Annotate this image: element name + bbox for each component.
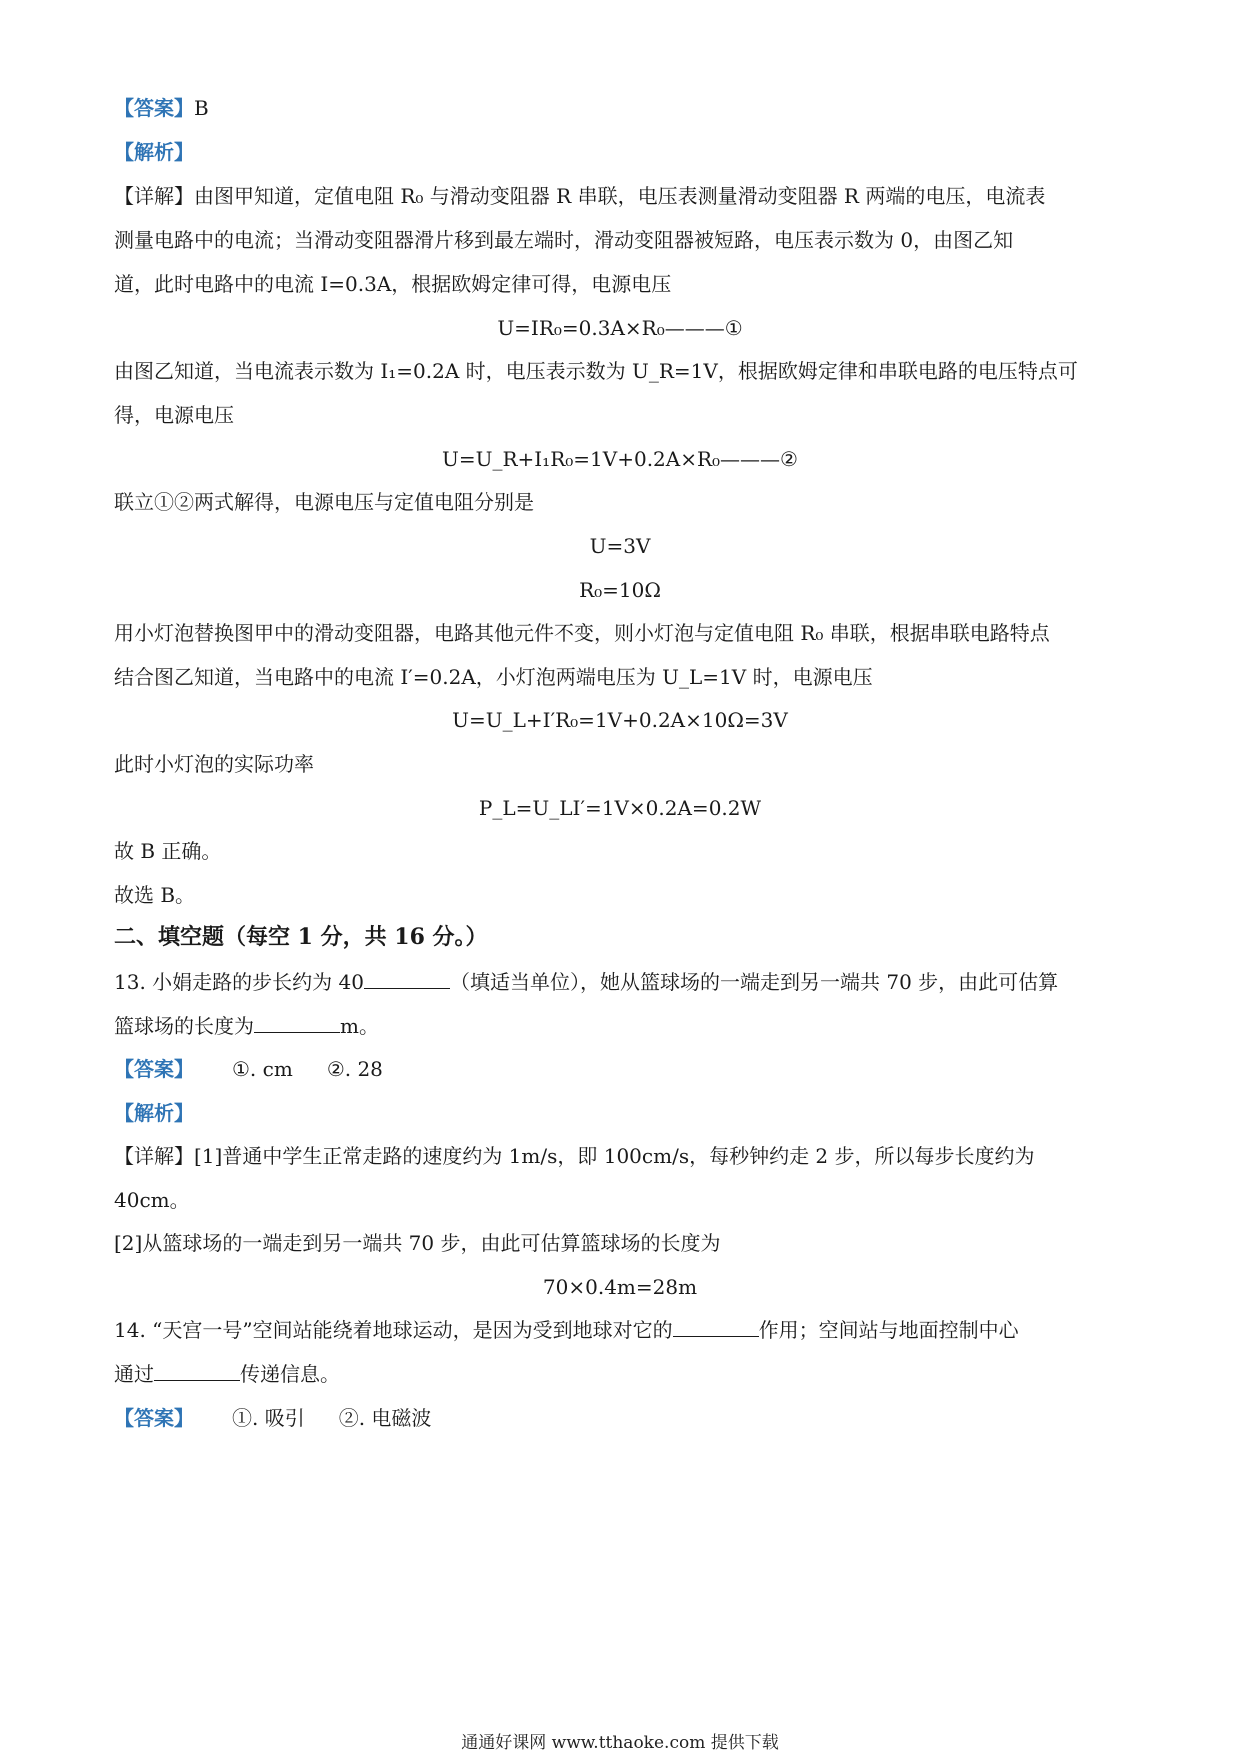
q14-stem-line-1: 14. “天宫一号”空间站能绕着地球运动，是因为受到地球对它的 作用；空间站与地面控制中心 [114,1318,1019,1342]
q12-line-6: 联立①②两式解得，电源电压与定值电阻分别是 [114,490,534,514]
q12-equation-5: U=U_L+I′R₀=1V+0.2A×10Ω=3V [452,708,788,732]
q12-answer-line [114,95,209,121]
q12-analysis-tag: 【解析】 [114,140,194,164]
q13-detail-line-2: 40cm。 [114,1188,190,1212]
q14-answer-1: ①. 吸引 [232,1406,305,1430]
q12-equation-6: P_L=U_LI′=1V×0.2A=0.2W [478,796,762,820]
q13-answer-line [114,1056,383,1082]
answer-tag: 【答案】 [114,1406,194,1430]
q14-stem-line-2: 通过 传递信息。 [114,1362,340,1386]
q13-blank-2 [254,1014,340,1033]
q12-line-8: 结合图乙知道，当电路中的电流 I′=0.2A，小灯泡两端电压为 U_L=1V 时，电源电压 [114,665,873,689]
q14-answer-line [114,1405,431,1431]
q12-equation-1: U=IR₀=0.3A×R₀———① [497,316,743,340]
page-footer: 通通好课网 www.tthaoke.com 提供下载 [461,1733,779,1753]
q12-detail-line-2: 测量电路中的电流；当滑动变阻器滑片移到最左端时，滑动变阻器被短路，电压表示数为 0，由图乙知 [114,228,1014,252]
q14-answer-2: ②. 电磁波 [338,1406,432,1430]
detail-tag: 【详解】 [114,1144,194,1168]
q13-blank-1 [364,970,450,989]
q12-line-9: 此时小灯泡的实际功率 [114,752,314,776]
q13-answer-2: ②. 28 [326,1057,383,1081]
answer-tag: 【答案】 [114,1057,194,1081]
q14-blank-2 [154,1362,240,1381]
q13-stem-line-2: 篮球场的长度为 m。 [114,1014,379,1038]
q12-line-4: 由图乙知道，当电流表示数为 I₁=0.2A 时，电压表示数为 U_R=1V，根据欧姆定律和串联电路的电压特点可 [114,359,1078,383]
q12-line-10: 故 B 正确。 [114,839,222,863]
q12-equation-2: U=U_R+I₁R₀=1V+0.2A×R₀———② [442,447,798,471]
q12-line-7: 用小灯泡替换图甲中的滑动变阻器，电路其他元件不变，则小灯泡与定值电阻 R₀ 串联，根据串联电路特点 [114,621,1050,645]
answer-tag: 【答案】 [114,96,194,120]
q12-equation-4: R₀=10Ω [579,578,661,602]
q12-line-11: 故选 B。 [114,883,196,907]
detail-tag: 【详解】 [114,184,194,208]
q12-answer-value: B [194,96,209,120]
q13-detail-line-1: 【详解】[1]普通中学生正常走路的速度约为 1m/s，即 100cm/s，每秒钟约走 2 步，所以每步长度约为 [114,1144,1035,1168]
q13-detail-line-3: [2]从篮球场的一端走到另一端共 70 步，由此可估算篮球场的长度为 [114,1231,721,1255]
q13-analysis-tag: 【解析】 [114,1101,194,1125]
q12-line-5: 得，电源电压 [114,403,234,427]
q13-stem-line-1: 13. 小娟走路的步长约为 40 （填适当单位），她从篮球场的一端走到另一端共 70 步，由此可估算 [114,970,1059,994]
q13-answer-1: ①. cm [232,1057,293,1081]
q12-detail-line-1: 【详解】由图甲知道，定值电阻 R₀ 与滑动变阻器 R 串联，电压表测量滑动变阻器 R 两端的电压，电流表 [114,184,1046,208]
q14-blank-1 [673,1318,759,1337]
q13-equation: 70×0.4m=28m [542,1275,698,1299]
section-2-title: 二、填空题（每空 1 分，共 16 分。） [114,924,488,950]
q12-detail-line-3: 道，此时电路中的电流 I=0.3A，根据欧姆定律可得，电源电压 [114,272,672,296]
q12-equation-3: U=3V [589,534,651,558]
